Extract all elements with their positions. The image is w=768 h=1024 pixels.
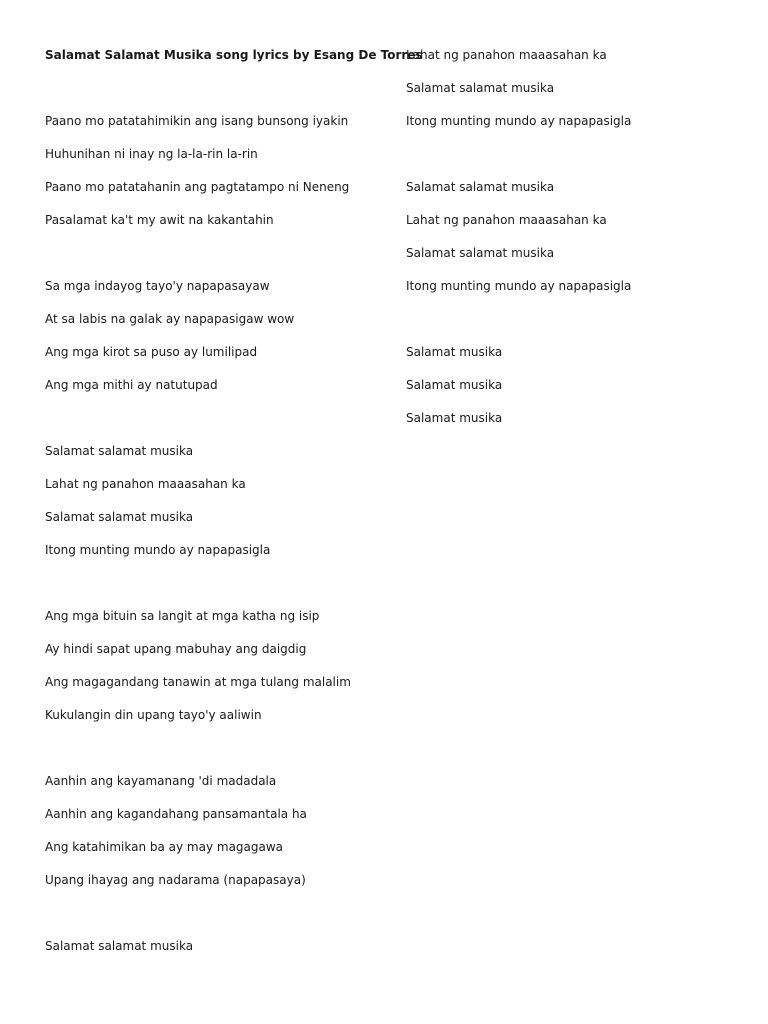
lyric-line: Upang ihayag ang nadarama (napapasaya) [45,873,306,887]
lyric-line: Ang mga mithi ay natutupad [45,378,218,392]
lyric-line: Salamat musika [406,378,503,392]
lyric-line: Ang mga bituin sa langit at mga katha ng isip [45,609,320,623]
lyric-line: At sa labis na galak ay napapasigaw wow [45,312,295,326]
lyric-line: Salamat salamat musika [406,180,555,194]
lyric-line: Salamat salamat musika [45,510,194,524]
lyric-line: Itong munting mundo ay napapasigla [45,543,271,557]
lyric-line: Salamat salamat musika [45,939,194,953]
lyric-line: Sa mga indayog tayo'y napapasayaw [45,279,270,293]
lyric-line: Aanhin ang kagandahang pansamantala ha [45,807,307,821]
lyric-line: Salamat salamat musika [45,444,194,458]
song-title: Salamat Salamat Musika song lyrics by Esang De Torres [45,48,423,62]
stanza-break [406,309,746,342]
stanza-break [45,243,395,276]
lyric-line: Paano mo patatahimikin ang isang bunsong iyakin [45,114,349,128]
lyric-line: Ang katahimikan ba ay may magagawa [45,840,284,854]
lyric-line: Salamat salamat musika [406,246,555,260]
lyrics-left-column [45,45,423,969]
lyric-line: Pasalamat ka't my awit na kakantahin [45,213,274,227]
lyric-line: Ay hindi sapat upang mabuhay ang daigdig [45,642,307,656]
lyric-line: Paano mo patatahanin ang pagtatampo ni Neneng [45,180,350,194]
stanza-break [45,78,395,111]
lyric-line: Ang mga kirot sa puso ay lumilipad [45,345,258,359]
stanza-break [45,573,395,606]
stanza-break [406,144,746,177]
stanza-break [45,738,395,771]
lyric-line: Itong munting mundo ay napapasigla [406,279,632,293]
lyric-line: Itong munting mundo ay napapasigla [406,114,632,128]
stanza-break [45,903,395,936]
lyric-line: Salamat musika [406,345,503,359]
lyric-line: Ang magagandang tanawin at mga tulang malalim [45,675,351,689]
lyric-line: Salamat salamat musika [406,81,555,95]
stanza-break [45,408,395,441]
lyric-line: Huhunihan ni inay ng la-la-rin la-rin [45,147,258,161]
lyric-line: Salamat musika [406,411,503,425]
lyric-line: Aanhin ang kayamanang 'di madadala [45,774,277,788]
lyric-line: Lahat ng panahon maaasahan ka [406,213,607,227]
lyric-line: Kukulangin din upang tayo'y aaliwin [45,708,262,722]
lyric-line: Lahat ng panahon maaasahan ka [406,48,607,62]
lyric-line: Lahat ng panahon maaasahan ka [45,477,246,491]
lyrics-right-column [406,45,746,441]
